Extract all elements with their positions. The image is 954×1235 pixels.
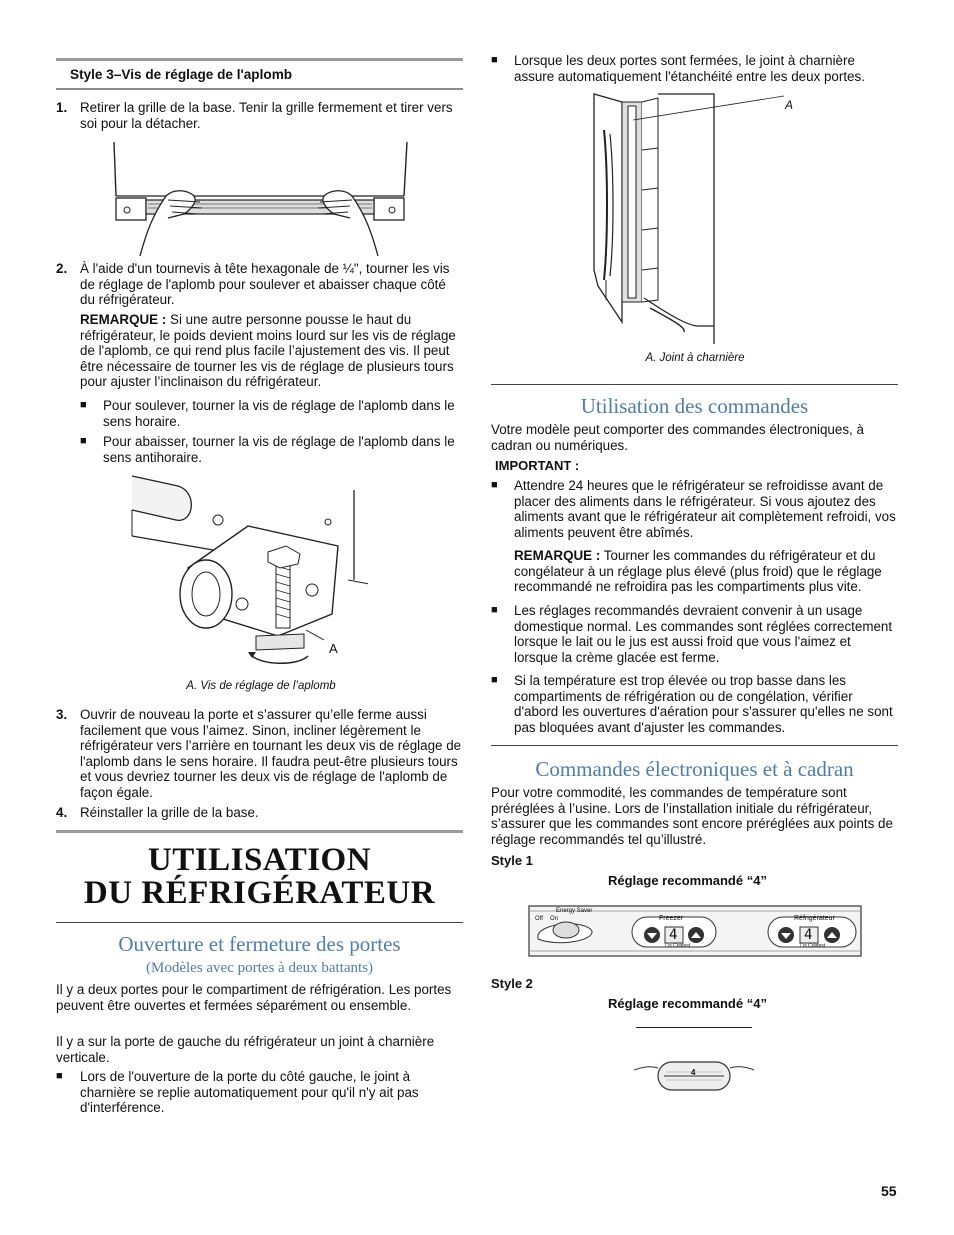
panel-freezer-label: Freezer <box>659 915 684 922</box>
step-3-text: Ouvrir de nouveau la porte et s’assurer qu’elle ferme aussi facilement que vous l’aimez. Sinon, incliner légèrement le réfrigérateur vers l’arrière en tournant les deux vis de réglage de l'aplomb dans le sens horaire. Il faudra peut-être plusieurs tours et vous devriez tourner les deux vis de réglage de l'aplomb de façon égale. <box>80 707 462 800</box>
step-number: 2. <box>56 261 68 276</box>
page-number: 55 <box>881 1183 897 1199</box>
doors-subheading: (Modèles avec portes à deux battants) <box>146 960 373 976</box>
panel-refrigerator-label: Réfrigérateur <box>794 915 835 922</box>
step-number: 4. <box>56 805 68 820</box>
doors-paragraph-1: Il y a deux portes pour le compartiment de réfrigération. Les portes peuvent être ouvertes et fermées séparément ou ensemble. <box>56 982 452 1013</box>
step-number: 1. <box>56 100 68 115</box>
remarque-text: Tourner les commandes du réfrigérateur et du congélateur à un réglage plus élevé (plus froid) que le réglage recommandé ne refroidira pas les compartiments plus vite. <box>514 548 882 595</box>
style1-setting: Réglage recommandé “4” <box>608 873 767 888</box>
bullet-24h: Attendre 24 heures que le réfrigérateur se refroidisse avant de placer des aliments dans le réfrigérateur. Si vous ajoutez des aliments avant que le réfrigérateur ait complètement refroidi, vos aliments peuvent être abîmés. <box>514 478 896 540</box>
doors-heading: Ouverture et fermeture des portes <box>118 932 401 956</box>
panel-energy-label: Energy Saver <box>556 908 593 914</box>
bullet-raise: Pour soulever, tourner la vis de réglage de l'aplomb dans le sens horaire. <box>103 398 455 429</box>
base-grille-illustration <box>108 138 414 258</box>
remarque-text: Si une autre personne pousse le haut du réfrigérateur, le poids devient moins lourd sur les vis de réglage de l'aplomb, ce qui rend plus facile l’ajustement des vis. Il peut être nécessaire de tourner les vis de réglage de plusieurs tours pour ajuster l’inclinaison du réfrigérateur. <box>80 312 456 390</box>
step-2-text: À l'aide d'un tournevis à tête hexagonale de ¼", tourner les vis de réglage de l'aplomb pour soulever et abaisser chaque côté du réfrigérateur. <box>80 261 450 308</box>
bullet-square: ■ <box>80 399 87 411</box>
figure-label-a: A <box>785 98 794 112</box>
refrigerator-hinged-seal-illustration <box>588 90 788 346</box>
freezer-display-digit: 4 <box>669 927 678 943</box>
doors-paragraph-2: Il y a sur la porte de gauche du réfrigérateur un joint à charnière verticale. <box>56 1034 435 1065</box>
remarque-note <box>514 548 898 595</box>
panel-on-label: On <box>550 916 559 922</box>
important-label: IMPORTANT : <box>495 458 580 473</box>
main-title-line1: UTILISATION <box>147 842 372 878</box>
step-number: 3. <box>56 707 68 722</box>
step-1-text: Retirer la grille de la base. Tenir la grille fermement et tirer vers soi pour la détacher. <box>80 100 453 131</box>
doors-bullet: Lors de l'ouverture de la porte du côté gauche, le joint à charnière se replie automatiquement pour qu'il n'y ait pas d'interférence. <box>80 1069 419 1116</box>
controls-paragraph: Votre modèle peut comporter des commandes électroniques, à cadran ou numériques. <box>491 422 864 453</box>
section-title-style3: Style 3–Vis de réglage de l'aplomb <box>70 67 293 82</box>
refrigerator-display-digit: 4 <box>804 927 813 943</box>
freezer-scale-label: 7 is Coldest <box>664 943 691 949</box>
electronic-control-panel <box>528 905 862 957</box>
bullet-square: ■ <box>56 1070 63 1082</box>
bullet-temperature: Si la température est trop élevée ou trop basse dans les compartiments de réfrigération ou de congélation, vérifier d'abord les ouvertures d'aération pour s'assurer qu'elles ne sont pas bloquées avant d'ajuster les commandes. <box>514 673 893 735</box>
bullet-square: ■ <box>491 479 498 491</box>
bullet-square: ■ <box>491 604 498 616</box>
bullet-square: ■ <box>491 54 498 66</box>
electronic-paragraph: Pour votre commodité, les commandes de température sont préréglées à l’usine. Lors de l’installation initiale du réfrigérateur, s’assurer que les commandes sont encore préréglées aux points de réglage recommandés tel qu’illustré. <box>491 785 893 847</box>
bullet-lower: Pour abaisser, tourner la vis de réglage de l'aplomb dans le sens antihoraire. <box>103 434 455 465</box>
electronic-heading: Commandes électroniques et à cadran <box>535 757 854 781</box>
refrigerator-scale-label: 7 is Coldest <box>799 943 826 949</box>
main-title-line2: DU RÉFRIGÉRATEUR <box>83 875 436 911</box>
bullet-settings: Les réglages recommandés devraient convenir à un usage domestique normal. Les commandes sont réglées correctement lorsque le lait ou le jus est aussi froid que vous l'aimez et lorsque la crème glacée est ferme. <box>514 603 893 665</box>
top-bullet: Lorsque les deux portes sont fermées, le joint à charnière assure automatiquement l'étanchéité entre les deux portes. <box>514 53 865 84</box>
leveling-screw-illustration <box>128 470 368 670</box>
figure-label-a: A <box>329 641 338 656</box>
step-4-text: Réinstaller la grille de la base. <box>80 805 259 820</box>
remarque-label: REMARQUE : <box>80 312 167 327</box>
style2-setting: Réglage recommandé “4” <box>608 996 767 1011</box>
remarque-label: REMARQUE : <box>514 548 601 563</box>
dial-digit: 4 <box>691 1068 696 1077</box>
remarque-note <box>80 312 462 390</box>
bullet-square: ■ <box>491 674 498 686</box>
controls-heading: Utilisation des commandes <box>580 394 809 418</box>
bullet-square: ■ <box>80 435 87 447</box>
panel-off-label: Off <box>535 916 543 922</box>
figure-caption: A. Joint à charnière <box>645 352 745 364</box>
style2-label: Style 2 <box>491 976 533 991</box>
style1-label: Style 1 <box>491 853 533 868</box>
dial-control <box>632 1058 756 1094</box>
figure-caption: A. Vis de réglage de l’aplomb <box>186 680 336 692</box>
